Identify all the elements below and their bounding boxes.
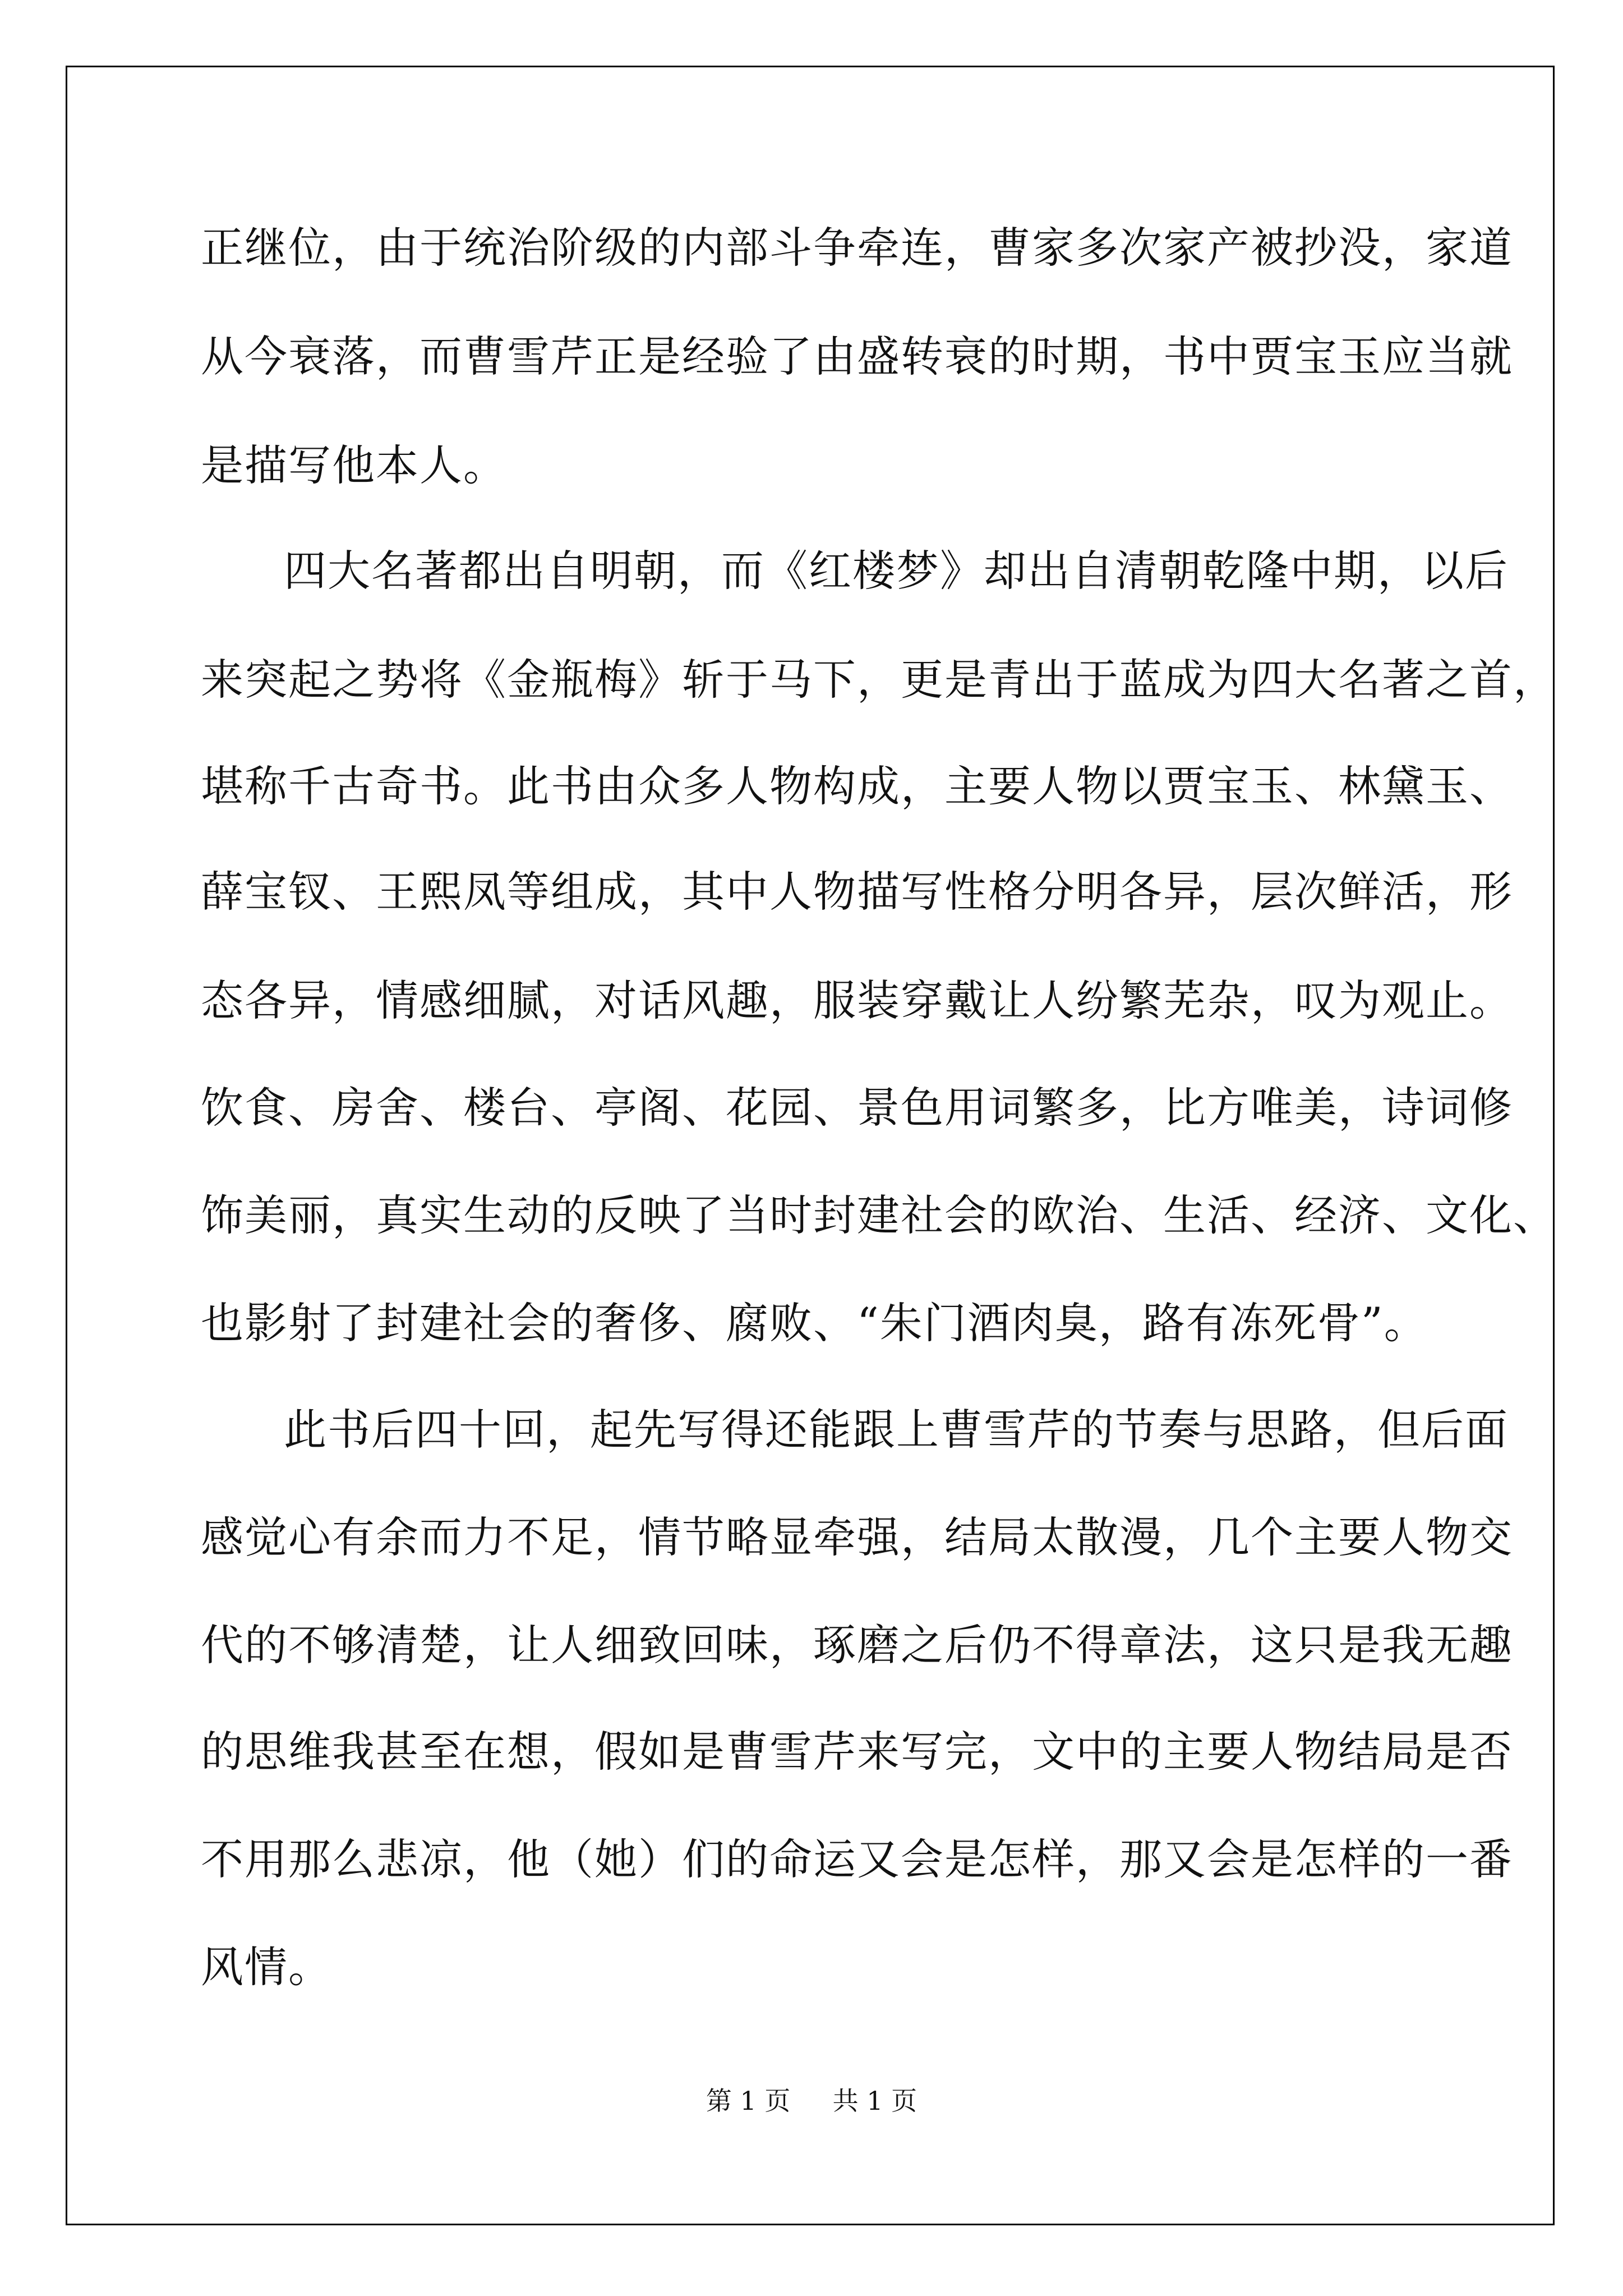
page-number: 第 1 页 [706,2086,791,2116]
body-line: 堪称千古奇书。此书由众多人物构成，主要人物以贾宝玉、林黛玉、 [201,761,1513,811]
body-line: 也影射了封建社会的奢侈、腐败、“朱门酒肉臭，路有冻死骨”。 [201,1298,1428,1348]
body-line: 代的不够清楚，让人细致回味，琢磨之后仍不得章法，这只是我无趣 [201,1620,1513,1670]
page-footer [0,2084,1623,2118]
page-total: 共 1 页 [832,2086,917,2116]
body-line: 是描写他本人。 [201,440,507,490]
body-line: 风情。 [201,1942,332,1992]
body-line: 正继位，由于统治阶级的内部斗争牵连，曹家多次家产被抄没，家道 [201,223,1513,273]
body-line: 不用那么悲凉，他（她）们的命运又会是怎样，那又会是怎样的一番 [201,1834,1513,1884]
page-border [66,66,1555,2225]
paragraph-start-line: 此书后四十回，起先写得还能跟上曹雪芹的节奏与思路，但后面 [284,1405,1509,1455]
body-line: 从今衰落，而曹雪芹正是经验了由盛转衰的时期，书中贾宝玉应当就 [201,332,1513,381]
body-line: 感觉心有余而力不足，情节略显牵强，结局太散漫，几个主要人物交 [201,1512,1513,1562]
body-line: 饰美丽，真实生动的反映了当时封建社会的欧治、生活、经济、文化、 [201,1190,1557,1240]
body-line: 来突起之势将《金瓶梅》斩于马下，更是青出于蓝成为四大名著之首， [201,655,1557,705]
paragraph-start-line: 四大名著都出自明朝，而《红楼梦》却出自清朝乾隆中期，以后 [284,546,1509,596]
body-line: 薛宝钗、王熙凤等组成，其中人物描写性格分明各异，层次鲜活，形 [201,867,1513,917]
body-line: 态各异，情感细腻，对话风趣，服装穿戴让人纷繁芜杂，叹为观止。 [201,976,1513,1025]
body-line: 的思维我甚至在想，假如是曹雪芹来写完，文中的主要人物结局是否 [201,1727,1513,1777]
body-line: 饮食、房舍、楼台、亭阁、花园、景色用词繁多，比方唯美，诗词修 [201,1083,1513,1133]
